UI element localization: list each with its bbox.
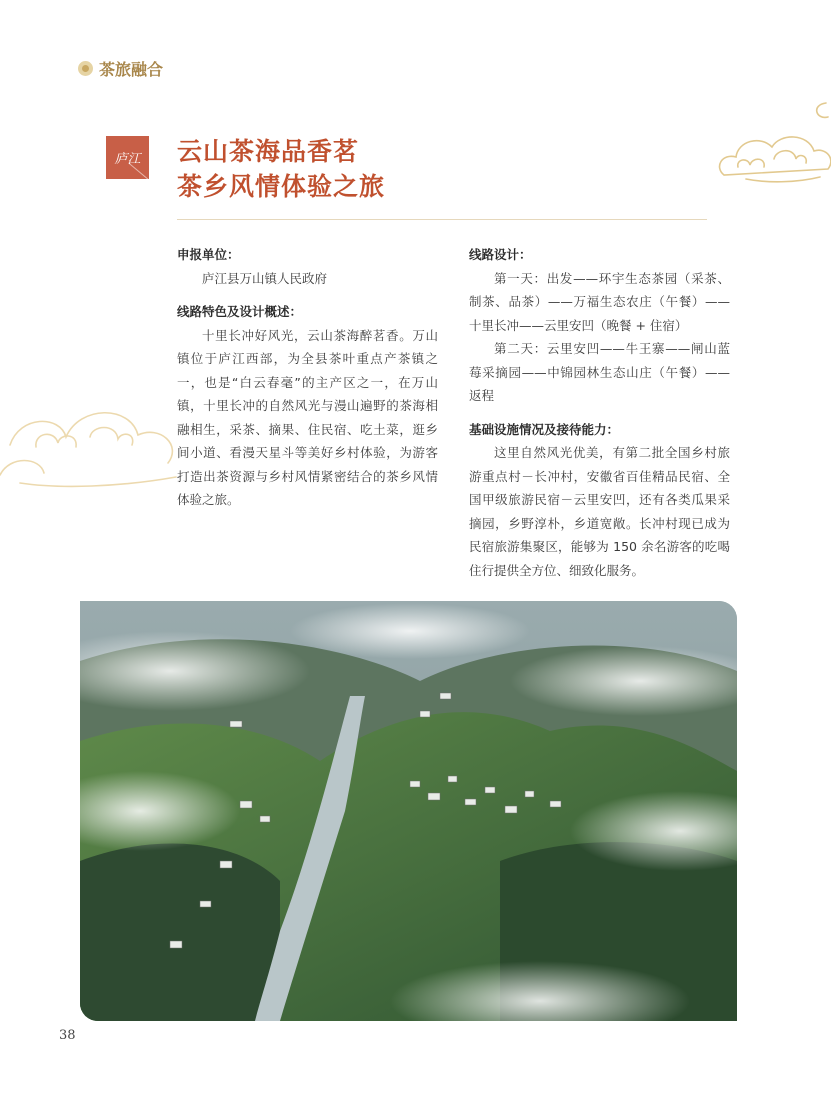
facilities-heading: 基础设施情况及接待能力： — [469, 421, 620, 437]
section-label: 茶旅融合 — [99, 60, 164, 79]
facilities-text: 这里自然风光优美，有第二批全国乡村旅游重点村－长冲村，安徽省百佳精品民宿、全国甲级旅游民宿－云里安凹，还有各类瓜果采摘园，乡野淳朴，乡道宽敞。长冲村现已成为民宿旅游集聚区，能够为 150 余名游客的吃喝住行提供全方位、细致化服务。 — [469, 445, 730, 578]
aerial-village-photo — [80, 601, 737, 1021]
route-day-2: 第二天：云里安凹——牛王寨——闸山蓝莓采摘园——中锦园林生态山庄（午餐）——返程 — [469, 341, 730, 403]
county-badge: 庐江 — [106, 136, 149, 179]
unit-heading: 申报单位： — [177, 247, 240, 262]
left-column — [177, 243, 438, 512]
title-line-2: 茶乡风情体验之旅 — [177, 172, 386, 201]
section-tag — [78, 57, 163, 80]
unit-value: 庐江县万山镇人民政府 — [202, 270, 328, 286]
cloud-ornament-icon — [0, 385, 180, 490]
cloud-ornament-icon — [716, 95, 831, 190]
page-number: 38 — [59, 1028, 76, 1043]
route-heading: 线路设计： — [469, 247, 532, 262]
title-line-1: 云山茶海品香茗 — [177, 137, 360, 166]
features-heading: 线路特色及设计概述： — [177, 304, 303, 319]
ornament-circle-icon — [78, 61, 93, 76]
page-title — [177, 134, 385, 204]
features-text: 十里长冲好风光，云山茶海醉茗香。万山镇位于庐江西部，为全县茶叶重点产茶镇之一，也是“白云春毫”的主产区之一，在万山镇，十里长冲的自然风光与漫山遍野的茶海相融相生，采茶、摘果、住民宿、吃土菜，逛乡间小道、看漫天星斗等美好乡村体验，为游客打造出茶资源与乡村风情紧密结合的茶乡风情体验之旅。 — [177, 327, 438, 507]
right-column — [469, 243, 730, 582]
title-divider — [177, 219, 707, 220]
route-day-1: 第一天：出发——环宇生态茶园（采茶、制茶、品茶）——万福生态农庄（午餐）——十里长冲——云里安凹（晚餐 + 住宿） — [469, 270, 730, 333]
